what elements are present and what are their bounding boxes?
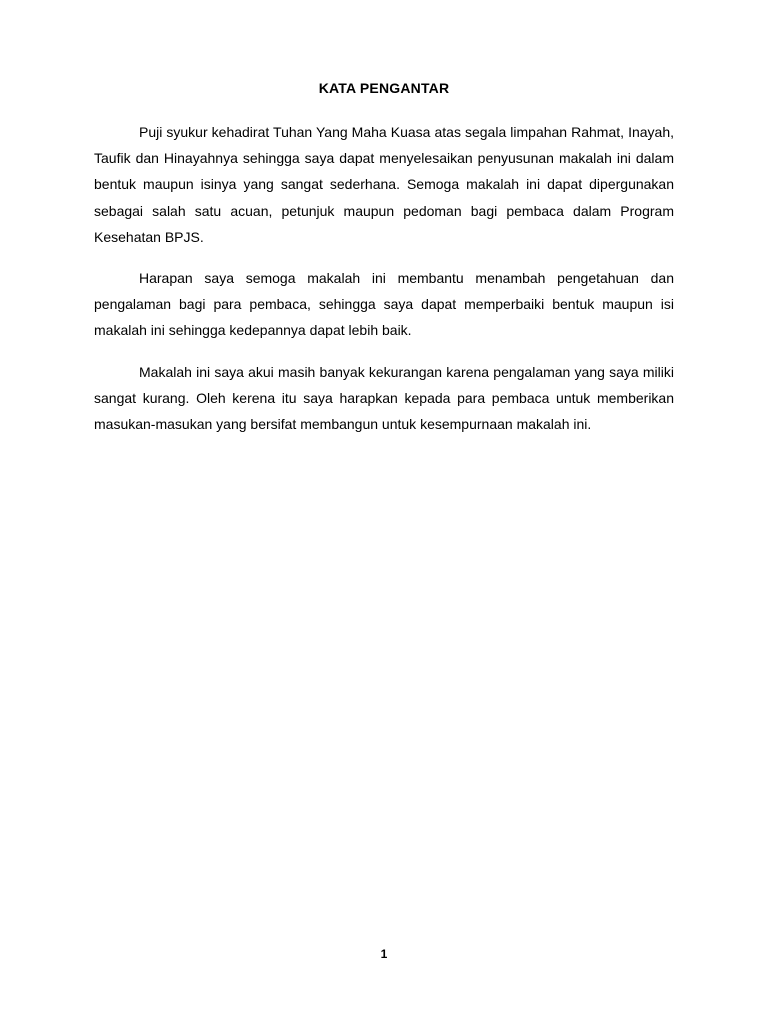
body-text: [94, 119, 674, 452]
paragraph-1: Puji syukur kehadirat Tuhan Yang Maha Kuasa atas segala limpahan Rahmat, Inayah, Taufik dan Hinayahnya sehingga saya dapat menyelesaikan penyusunan makalah ini dalam bentuk maupun isinya yang sangat sederhana. Semoga makalah ini dapat dipergunakan sebagai salah satu acuan, petunjuk maupun pedoman bagi pembaca dalam Program Kesehatan BPJS.: [94, 124, 674, 245]
page-title: KATA PENGANTAR: [318, 80, 450, 96]
paragraph-3: Makalah ini saya akui masih banyak kekurangan karena pengalaman yang saya miliki sangat kurang. Oleh kerena itu saya harapkan kepada para pembaca untuk memberikan masukan-masukan yang bersifat membangun untuk kesempurnaan makalah ini.: [94, 363, 674, 433]
paragraph-2: Harapan saya semoga makalah ini membantu menambah pengetahuan dan pengalaman bagi para pembaca, sehingga saya dapat memperbaiki bentuk maupun isi makalah ini sehingga kedepannya dapat lebih baik.: [94, 270, 674, 339]
page-number: 1: [380, 947, 388, 961]
